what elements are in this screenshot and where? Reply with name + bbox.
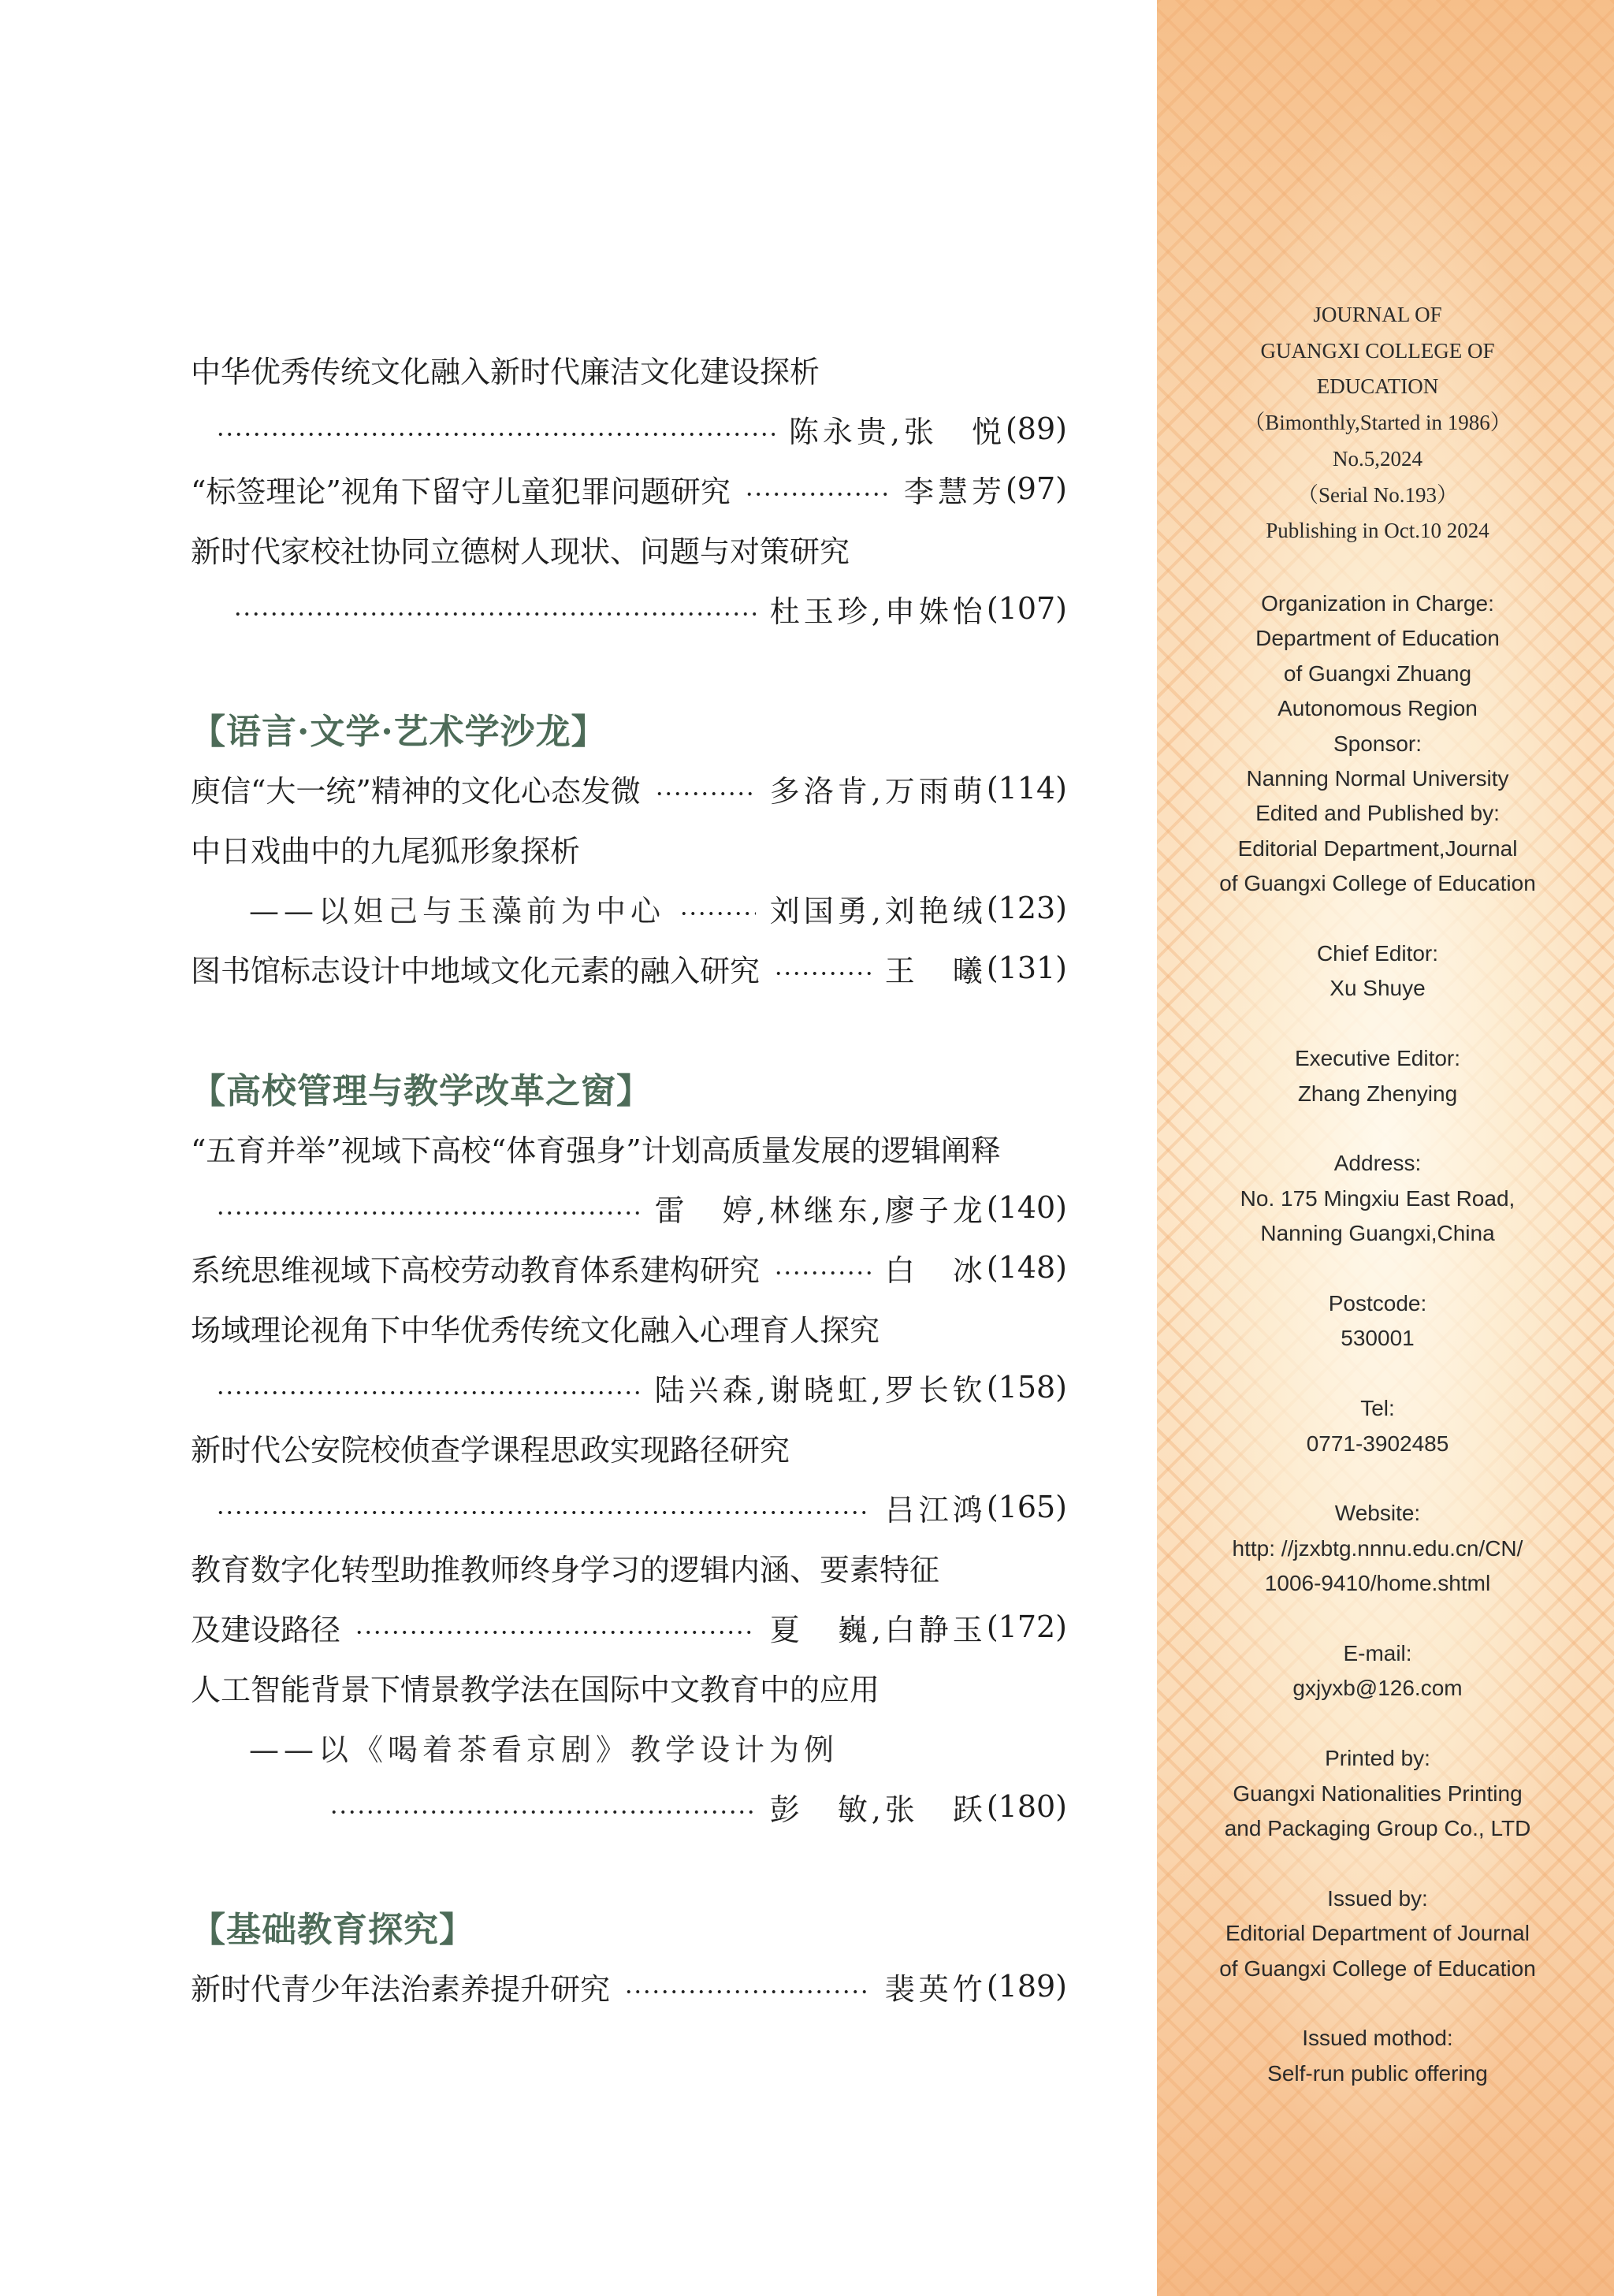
- toc-entry-line[interactable]: [191, 878, 1067, 938]
- info-value: Nanning Guangxi,China: [1260, 1221, 1495, 1246]
- article-title: 庾信“大一统”精神的文化心态发微: [191, 773, 641, 809]
- spacer: [1157, 1356, 1598, 1391]
- toc-entry-line[interactable]: [191, 938, 1067, 998]
- info-label: Tel:: [1360, 1396, 1395, 1421]
- toc-entry-line[interactable]: [191, 1537, 1067, 1597]
- page-number: (89): [1005, 411, 1067, 446]
- info-value: Editorial Department,Journal: [1237, 835, 1518, 861]
- masthead-line: （Bimonthly,Started in 1986）: [1244, 411, 1512, 435]
- masthead-line: No.5,2024: [1333, 446, 1422, 471]
- info-value: Nanning Normal University: [1246, 765, 1509, 791]
- journal-masthead: [1157, 297, 1598, 549]
- section-header: [191, 1058, 1067, 1118]
- spacer: [1157, 1986, 1598, 2021]
- article-subtitle: ——以妲己与玉藻前为中心: [249, 893, 666, 928]
- toc-entry-line[interactable]: [191, 339, 1067, 399]
- masthead-line: GUANGXI COLLEGE OF: [1260, 338, 1495, 363]
- info-value: Department of Education: [1255, 626, 1500, 651]
- toc-entry-line[interactable]: [191, 1417, 1067, 1477]
- toc-entry-line[interactable]: [191, 1237, 1067, 1297]
- dot-leader: [745, 490, 890, 498]
- toc-entry-line[interactable]: [191, 1178, 1067, 1237]
- info-value: of Guangxi Zhuang: [1283, 661, 1472, 686]
- page-number: (165): [986, 1490, 1067, 1524]
- page-number: (123): [986, 891, 1067, 925]
- spacer: [1157, 1252, 1598, 1286]
- spacer: [1157, 1602, 1598, 1636]
- info-label: Website:: [1334, 1501, 1421, 1526]
- article-authors: 彭 敏,张 跃: [769, 1792, 987, 1827]
- info-label: Organization in Charge:: [1261, 590, 1494, 616]
- toc-entry-line[interactable]: [191, 1357, 1067, 1417]
- toc-entry-line[interactable]: [191, 579, 1067, 638]
- article-title: 新时代家校社协同立德树人现状、问题与对策研究: [191, 534, 850, 569]
- article-title: 及建设路径: [191, 1612, 341, 1647]
- journal-info-text: [1157, 297, 1598, 2091]
- article-authors: 夏 巍,白静玉: [769, 1612, 987, 1647]
- toc-entry-line[interactable]: [191, 1956, 1067, 2016]
- section-title: 【高校管理与教学改革之窗】: [191, 1071, 652, 1111]
- toc-entry-line[interactable]: [191, 1717, 1067, 1777]
- article-title: 系统思维视域下高校劳动教育体系建构研究: [191, 1252, 761, 1288]
- article-title: 教育数字化转型助推教师终身学习的逻辑内涵、要素特征: [191, 1552, 940, 1587]
- info-value: 530001: [1341, 1326, 1415, 1351]
- dot-leader: [624, 1988, 871, 1996]
- masthead-line: Publishing in Oct.10 2024: [1266, 519, 1489, 543]
- info-label: Issued by:: [1327, 1885, 1428, 1911]
- dot-leader: [355, 1628, 756, 1636]
- journal-info-panel: [1157, 0, 1614, 2296]
- toc-entry-line[interactable]: [191, 758, 1067, 818]
- info-value: 0771-3902485: [1306, 1431, 1449, 1456]
- info-label: Printed by:: [1325, 1746, 1430, 1771]
- info-value: No. 175 Mingxiu East Road,: [1240, 1185, 1515, 1211]
- page-number: (158): [986, 1370, 1067, 1405]
- dot-leader: [655, 790, 756, 798]
- article-authors: 多洛肯,万雨萌: [769, 773, 987, 809]
- article-authors: 裴英竹: [884, 1971, 987, 2007]
- article-authors: 陈永贵,张 悦: [788, 414, 1006, 449]
- toc-entry-line[interactable]: [191, 1657, 1067, 1717]
- spacer: [1157, 1706, 1598, 1741]
- page-number: (97): [1005, 471, 1067, 506]
- spacer: [1157, 1846, 1598, 1881]
- dot-leader: [233, 610, 756, 618]
- toc-entry-line[interactable]: [191, 1118, 1067, 1178]
- info-value: Editorial Department of Journal: [1225, 1921, 1530, 1946]
- article-title: “五育并举”视域下高校“体育强身”计划高质量发展的逻辑阐释: [191, 1133, 1001, 1168]
- table-of-contents: [191, 339, 1067, 2016]
- journal-credits: [1157, 586, 1598, 2091]
- article-authors: 陆兴森,谢晓虹,罗长钦: [654, 1372, 987, 1408]
- dot-leader: [774, 1269, 871, 1277]
- article-title: 图书馆标志设计中地域文化元素的融入研究: [191, 953, 761, 988]
- dot-leader: [216, 1509, 871, 1516]
- info-label: Sponsor:: [1333, 731, 1422, 756]
- info-label: Chief Editor:: [1316, 940, 1439, 966]
- dot-leader: [216, 1209, 641, 1217]
- article-title: 场域理论视角下中华优秀传统文化融入心理育人探究: [191, 1312, 880, 1348]
- article-title: 人工智能背景下情景教学法在国际中文教育中的应用: [191, 1672, 880, 1707]
- info-label: Postcode:: [1328, 1290, 1427, 1315]
- info-value: http: //jzxbtg.nnnu.edu.cn/CN/: [1232, 1535, 1523, 1561]
- article-authors: 刘国勇,刘艳绒: [769, 893, 987, 928]
- toc-entry-line[interactable]: [191, 459, 1067, 519]
- info-value: of Guangxi College of Education: [1219, 871, 1536, 896]
- spacer: [1157, 902, 1598, 936]
- article-authors: 吕江鸿: [884, 1492, 987, 1528]
- article-subtitle: ——以《喝着茶看京剧》教学设计为例: [249, 1732, 839, 1767]
- toc-entry-line[interactable]: [191, 519, 1067, 579]
- article-title: 新时代青少年法治素养提升研究: [191, 1971, 611, 2007]
- article-authors: 李慧芳: [903, 474, 1006, 509]
- page-number: (180): [986, 1789, 1067, 1824]
- article-title: “标签理论”视角下留守儿童犯罪问题研究: [191, 474, 731, 509]
- info-value: Autonomous Region: [1277, 696, 1478, 721]
- article-title: 新时代公安院校侦查学课程思政实现路径研究: [191, 1432, 790, 1468]
- article-authors: 雷 婷,林继东,廖子龙: [654, 1193, 987, 1228]
- page-number: (172): [986, 1609, 1067, 1644]
- info-label: Issued mothod:: [1302, 2026, 1453, 2051]
- page-number: (131): [986, 951, 1067, 985]
- toc-entry-line[interactable]: [191, 1477, 1067, 1537]
- info-value: Zhang Zhenying: [1297, 1081, 1458, 1106]
- toc-entry-line[interactable]: [191, 818, 1067, 878]
- info-label: Edited and Published by:: [1255, 801, 1500, 826]
- spacer: [1157, 1007, 1598, 1041]
- info-value: and Packaging Group Co., LTD: [1224, 1816, 1531, 1841]
- dot-leader: [216, 430, 775, 438]
- masthead-line: EDUCATION: [1316, 374, 1439, 399]
- article-title: 中日戏曲中的九尾狐形象探析: [191, 833, 581, 869]
- info-value: gxjyxb@126.com: [1292, 1676, 1463, 1701]
- info-value: Xu Shuye: [1330, 976, 1426, 1001]
- section-header: [191, 1896, 1067, 1956]
- page-number: (107): [986, 591, 1067, 626]
- dot-leader: [329, 1808, 756, 1816]
- masthead-line: JOURNAL OF: [1313, 303, 1442, 326]
- section-header: [191, 698, 1067, 758]
- dot-leader: [216, 1389, 641, 1397]
- spacer: [1157, 1461, 1598, 1496]
- page-number: (140): [986, 1190, 1067, 1225]
- toc-entry-line[interactable]: [191, 399, 1067, 459]
- masthead-line: （Serial No.193）: [1297, 482, 1458, 507]
- page-number: (148): [986, 1250, 1067, 1285]
- info-label: E-mail:: [1343, 1641, 1412, 1665]
- dot-leader: [679, 910, 756, 917]
- section-title: 【语言·文学·艺术学沙龙】: [191, 712, 607, 752]
- info-value: of Guangxi College of Education: [1219, 1956, 1536, 1981]
- article-authors: 白 冰: [884, 1252, 987, 1288]
- toc-entry-line[interactable]: [191, 1777, 1067, 1836]
- article-authors: 杜玉珍,申姝怡: [769, 594, 987, 629]
- article-title: 中华优秀传统文化融入新时代廉洁文化建设探析: [191, 354, 820, 389]
- info-value: Guangxi Nationalities Printing: [1233, 1781, 1523, 1806]
- info-label: Executive Editor:: [1294, 1046, 1461, 1071]
- info-value: 1006-9410/home.shtml: [1264, 1571, 1491, 1596]
- info-label: Address:: [1333, 1151, 1422, 1176]
- section-title: 【基础教育探究】: [191, 1910, 474, 1950]
- dot-leader: [774, 969, 871, 977]
- page-number: (189): [986, 1969, 1067, 2004]
- info-value: Self-run public offering: [1267, 2060, 1488, 2086]
- toc-entry-line[interactable]: [191, 1597, 1067, 1657]
- toc-entry-line[interactable]: [191, 1297, 1067, 1357]
- page-number: (114): [986, 771, 1067, 806]
- article-authors: 王 曦: [884, 953, 987, 988]
- spacer: [1157, 1111, 1598, 1146]
